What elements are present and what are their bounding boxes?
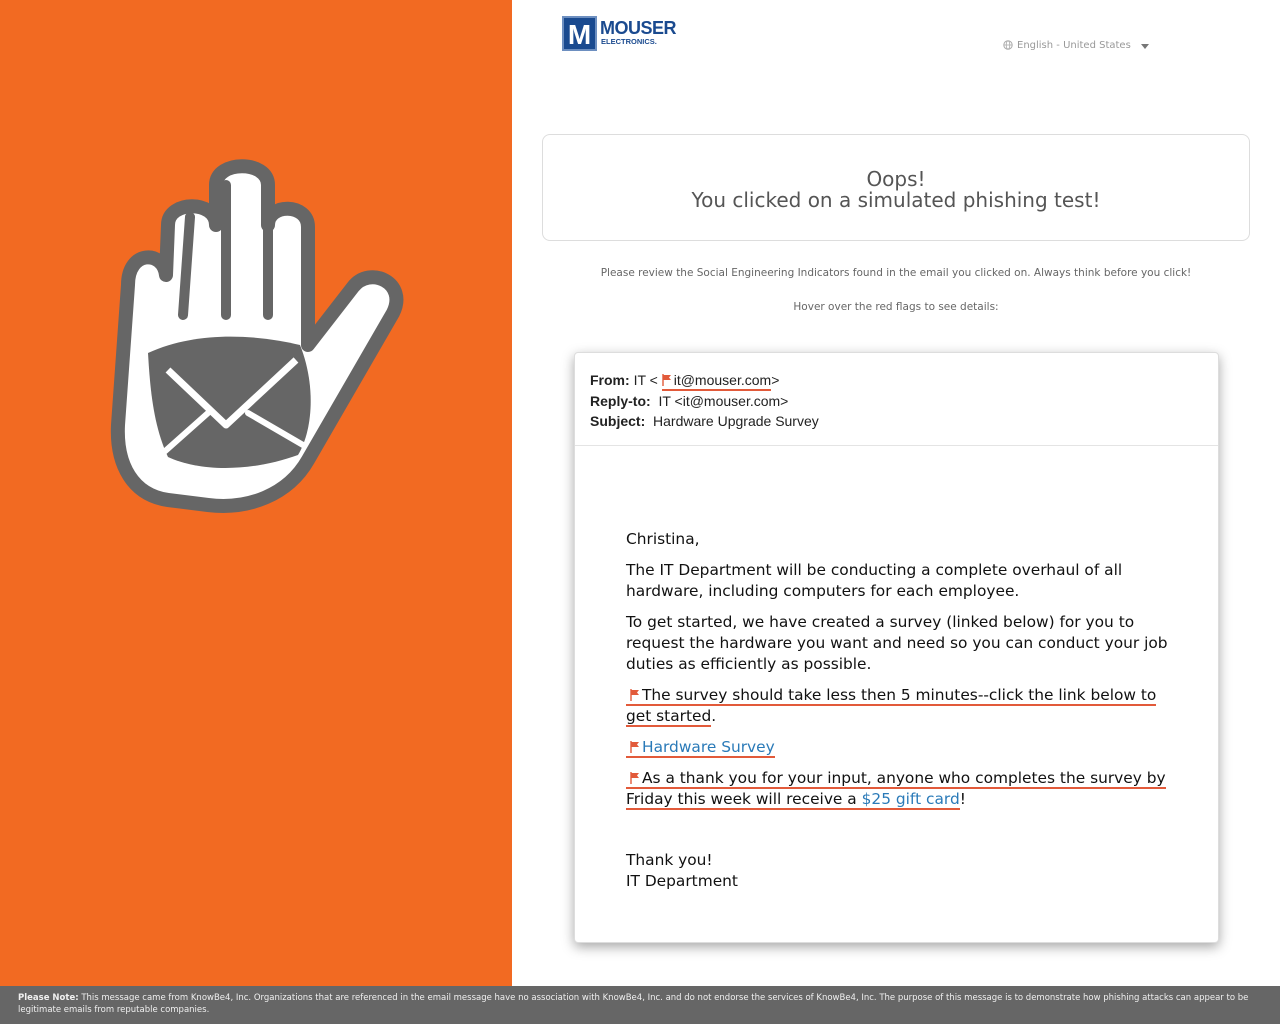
hardware-survey-link[interactable]: Hardware Survey [642, 738, 775, 756]
right-panel [512, 0, 1280, 986]
red-flag-icon[interactable] [630, 689, 640, 701]
greeting: Christina, [626, 530, 700, 548]
language-selector[interactable] [1003, 37, 1149, 53]
from-address-flagged[interactable] [662, 372, 771, 391]
paragraph-2: To get started, we have created a survey (linked below) for you to request the hardware you want and need so you can conduct your job duties as efficiently as possible. [626, 613, 1168, 673]
instructions-line1: Please review the Social Engineering Indicators found in the email you clicked on. Always think before you click! [600, 267, 1192, 279]
alert-title: Oops! [866, 167, 926, 191]
stop-hand-envelope-icon [108, 155, 408, 520]
closing: Thank you! [626, 851, 713, 869]
gift-card-link[interactable]: $25 gift card [861, 790, 960, 808]
red-flag-icon[interactable] [662, 374, 672, 386]
footer-note-text: This message came from KnowBe4, Inc. Organizations that are referenced in the email message have no association with KnowBe4, Inc. and do not endorse the services of KnowBe4, Inc. The purpose of this message is to demonstrate how phishing attacks can appear to be legitimate emails from reputable companies. [18, 993, 1249, 1015]
red-flag-icon[interactable] [630, 741, 640, 753]
paragraph-3 [626, 685, 1176, 727]
reply-to-row [590, 392, 788, 410]
mouser-logo [562, 16, 677, 54]
paragraph-link [626, 737, 1176, 758]
globe-icon [1003, 40, 1013, 50]
paragraph-4-end: ! [959, 790, 966, 808]
language-label: English - United States [1017, 39, 1131, 51]
chevron-down-icon [1141, 44, 1149, 49]
alert-box [542, 134, 1250, 241]
paragraph-4 [626, 768, 1176, 810]
flagged-reward-text[interactable] [626, 769, 1166, 810]
footer-note-label: Please Note: [18, 993, 79, 1003]
logo-badge: M [562, 16, 597, 51]
reply-to-value: IT <it@mouser.com> [658, 393, 789, 409]
flagged-urgency-label: The survey should take less then 5 minutes--click the link below to get started [626, 686, 1157, 725]
from-address: it@mouser.com [673, 372, 772, 388]
logo-word-electronics: ELECTRONICS. [601, 37, 657, 46]
signature: IT Department [626, 872, 738, 890]
email-body [626, 529, 1176, 892]
reply-to-label: Reply-to: [590, 393, 651, 409]
email-header [575, 353, 1218, 446]
flagged-link[interactable] [626, 738, 775, 758]
email-preview [574, 352, 1219, 943]
instructions-line2: Hover over the red flags to see details: [793, 301, 999, 313]
from-label: From: [590, 372, 630, 388]
from-row [590, 371, 779, 391]
red-flag-icon[interactable] [630, 772, 640, 784]
flagged-reward-label: As a thank you for your input, anyone who completes the survey by Friday this week will receive a [626, 769, 1166, 808]
subject-value: Hardware Upgrade Survey [653, 413, 819, 429]
paragraph-3-end: . [711, 707, 717, 725]
paragraph-1: The IT Department will be conducting a complete overhaul of all hardware, including computers for each employee. [626, 561, 1123, 600]
from-close: > [771, 372, 780, 388]
left-panel [0, 0, 512, 986]
flagged-urgency-text[interactable] [626, 686, 1156, 727]
subject-label: Subject: [590, 413, 646, 429]
from-name: IT < [633, 372, 658, 388]
alert-subtitle: You clicked on a simulated phishing test! [691, 188, 1101, 212]
footer-disclaimer [0, 986, 1280, 1024]
logo-word-mouser: MOUSER [600, 18, 677, 38]
subject-row [590, 412, 819, 430]
